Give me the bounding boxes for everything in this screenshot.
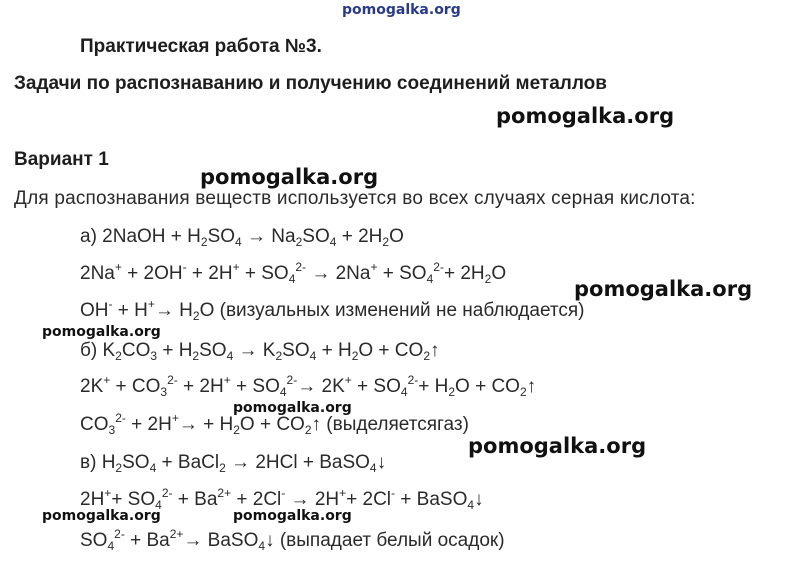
- watermark: pomogalka.org: [200, 165, 379, 189]
- watermark: pomogalka.org: [496, 104, 675, 128]
- equation-c-full-ionic: $2H^++ SO_4^{2-} + Ba^{2+} + 2Cl^- \to 2H^++ 2Cl^-$ + BaSO$_4$↓: [80, 486, 484, 512]
- intro-text: Для распознавания веществ используется во всех случаях серная кислота:: [14, 188, 696, 209]
- equation-b-full-ionic: $2K^+ + CO_3^{2-} + 2H^+ + SO_4^{2-}\to 2K^+ + SO_4^{2-}+ H_2O$ + $CO_2↑$: [80, 373, 537, 399]
- equation-b-short-ionic: $CO_3^{2-} + 2H^+\to + H_2O$ + $CO_2↑$ (выделяетсягаз): [80, 411, 469, 437]
- watermark: pomogalka.org: [468, 434, 647, 458]
- equation-b-molecular: б) $K_2CO_3 + H_2SO_4 \to K_2SO_4 + H_2O$ + $CO_2↑$: [80, 340, 440, 363]
- watermark: pomogalka.org: [574, 277, 753, 301]
- equation-a-short-ionic: $OH^- + H^+\to H_2O$ (визуальных изменений не наблюдается): [80, 297, 585, 323]
- page-title: Практическая работа №3.: [80, 36, 322, 57]
- equation-c-short-ionic: $SO_4^{2-} + Ba^{2+}\to$ BaSO$_4$↓ (выпадает белый осадок): [80, 527, 505, 553]
- note-b: (выделяетсягаз): [326, 414, 469, 435]
- watermark: pomogalka.org: [42, 324, 161, 340]
- equation-a-full-ionic: $2Na^+ + 2OH^- + 2H^+ + SO_4^{2-} \to 2Na^+ + SO_4^{2-}+ 2H_2O$: [80, 260, 507, 286]
- watermark: pomogalka.org: [233, 508, 352, 524]
- equation-c-molecular: в) $H_2SO_4$ + BaCl$_2$ → 2HCl + BaSO$_4$↓: [80, 452, 387, 475]
- watermark: pomogalka.org: [42, 508, 161, 524]
- note-a: (визуальных изменений не наблюдается): [219, 300, 585, 321]
- equation-a-molecular: а) 2NaOH + $H_2SO_4 \to Na_2SO_4 + 2H_2O$: [80, 226, 404, 249]
- watermark: pomogalka.org: [233, 400, 352, 416]
- watermark-top: pomogalka.org: [342, 2, 461, 18]
- page-subtitle: Задачи по распознаванию и получению соединений металлов: [14, 73, 607, 94]
- variant-heading: Вариант 1: [14, 149, 109, 170]
- note-c: (выпадает белый осадок): [279, 530, 505, 551]
